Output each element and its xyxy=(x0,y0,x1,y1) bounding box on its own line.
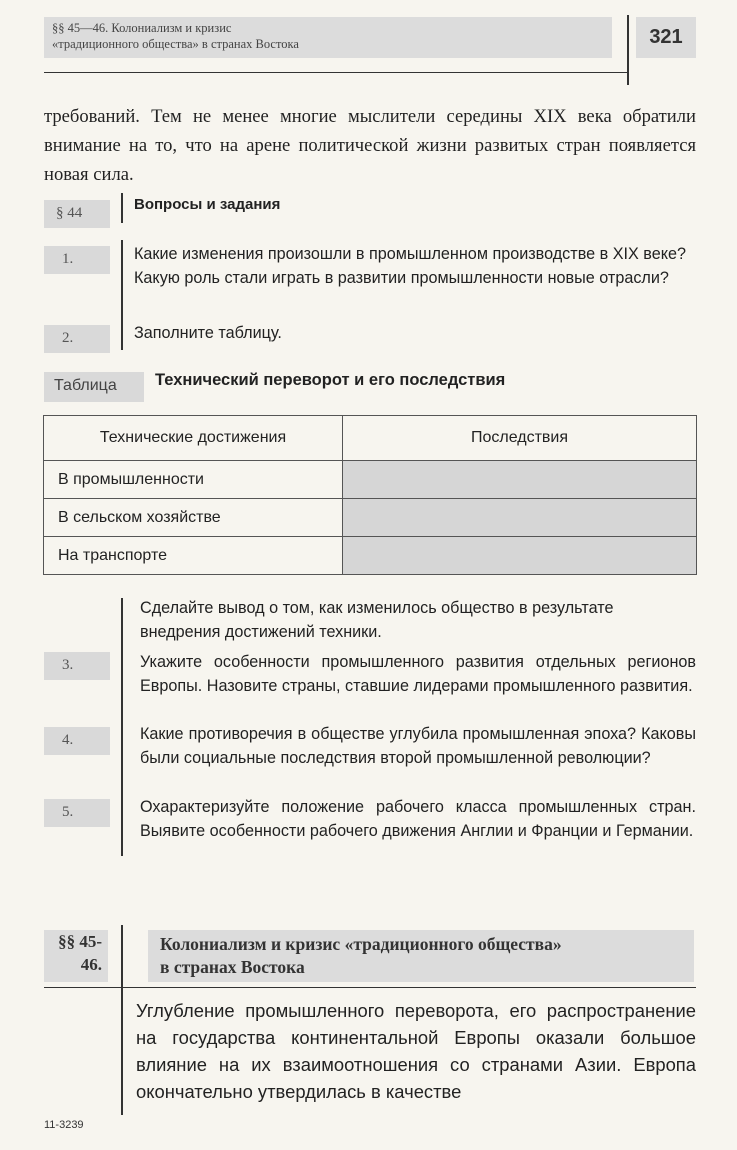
section-label-line1: §§ 45- xyxy=(58,932,102,951)
table-header-consequences: Последствия xyxy=(343,416,697,461)
question-number: 3. xyxy=(44,652,110,680)
conclusion-text: Сделайте вывод о том, как изменилось общество в результате внедрения достижений техники. xyxy=(140,599,614,641)
table-row xyxy=(44,537,697,575)
page-number: 321 xyxy=(636,17,696,58)
question-number: 2. xyxy=(44,325,110,353)
header-divider-vertical xyxy=(627,15,629,85)
section-44-divider xyxy=(121,193,123,223)
section-45-divider xyxy=(121,925,123,987)
table-answer-cell[interactable] xyxy=(343,537,697,575)
question-number: 4. xyxy=(44,727,110,755)
question-text: Охарактеризуйте положение рабочего класса промышленных стран. Выявите особенности рабочего движения Англии и Франции и Германии. xyxy=(140,798,696,840)
running-header xyxy=(44,17,612,58)
section-title-line1: Колониализм и кризис «традиционного общества» xyxy=(160,934,562,954)
table-row-label: В сельском хозяйстве xyxy=(44,499,343,537)
table-header-row xyxy=(44,416,697,461)
section-45-46-title xyxy=(148,930,694,982)
header-divider-horizontal xyxy=(44,72,627,73)
footer-print-code: 11-3239 xyxy=(44,1119,84,1131)
table-label: Таблица xyxy=(44,372,144,402)
table-row-label: В промышленности xyxy=(44,461,343,499)
section-44-title: Вопросы и задания xyxy=(134,196,281,213)
table-answer-cell[interactable] xyxy=(343,499,697,537)
tech-table xyxy=(43,415,697,575)
question-text: Какие противоречия в обществе углубила промышленная эпоха? Каковы были социальные последствия второй промышленной революции? xyxy=(140,725,696,767)
table-row xyxy=(44,461,697,499)
section-title-line2: в странах Востока xyxy=(160,957,305,977)
table-header-achievements: Технические достижения xyxy=(44,416,343,461)
section-45-text-divider xyxy=(121,987,123,1115)
intro-paragraph: требований. Тем не менее многие мыслители середины XIX века обратили внимание на то, что на арене политической жизни развитых стран появляется новая сила. xyxy=(44,106,696,185)
section-45-46-label xyxy=(44,930,108,982)
table-row xyxy=(44,499,697,537)
table-row-label: На транспорте xyxy=(44,537,343,575)
questions-divider xyxy=(121,598,123,856)
running-title-line2: «традиционного общества» в странах Востока xyxy=(52,37,299,51)
running-title-line1: §§ 45—46. Колониализм и кризис xyxy=(52,21,232,35)
section-44-label: § 44 xyxy=(44,200,110,228)
questions-divider xyxy=(121,240,123,350)
question-number: 5. xyxy=(44,799,110,827)
table-answer-cell[interactable] xyxy=(343,461,697,499)
question-text: Укажите особенности промышленного развития отдельных регионов Европы. Назовите страны, ставшие лидерами промышленного развития. xyxy=(140,653,696,695)
table-title: Технический переворот и его последствия xyxy=(155,371,506,389)
question-number: 1. xyxy=(44,246,110,274)
question-text: Какие изменения произошли в промышленном производстве в XIX веке? Какую роль стали играть в развитии промышленности новые отрасли? xyxy=(134,245,686,287)
section-label-line2: 46. xyxy=(80,955,102,974)
section-45-46-text: Углубление промышленного переворота, его распространение на государства континентальной Европы оказали большое влияние на их взаимоотношения со странами Азии. Европа окончательно утвердилась в качестве xyxy=(136,1000,696,1102)
section-45-rule xyxy=(44,987,696,988)
question-text: Заполните таблицу. xyxy=(134,324,282,342)
